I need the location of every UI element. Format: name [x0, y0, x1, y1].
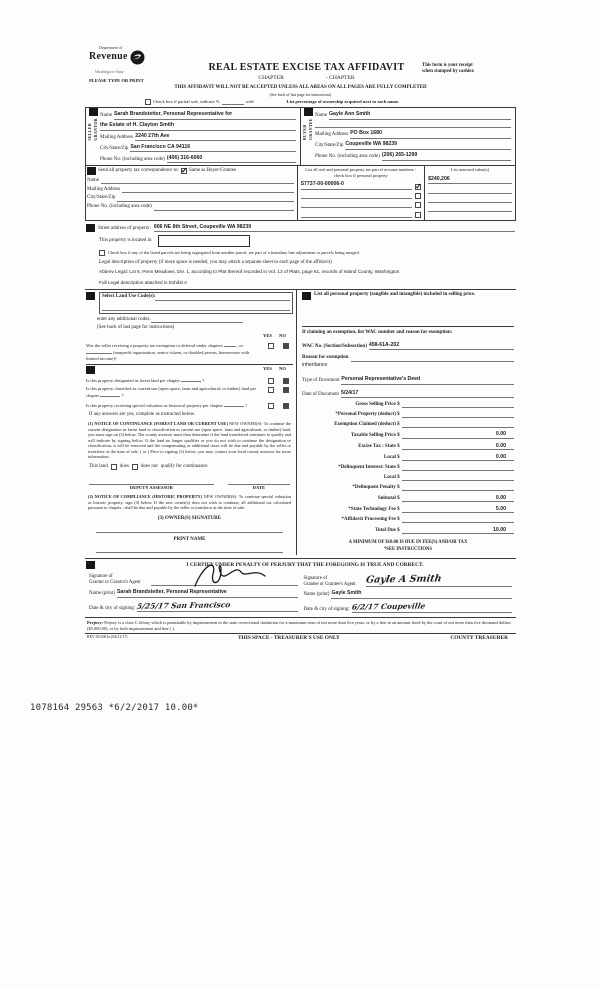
compliance-body: NEW OWNER(S): To continue special valuation as historic property, sign (3) below. If the new owner(s) does not wish to continue, all additional tax calculated pursuant to chapter , shall be due and payable by the seller or transferor at the time of sale. [88, 494, 291, 511]
perjury-lead: Perjury: [87, 619, 104, 625]
section-marker-correspondence [87, 167, 96, 175]
receipt-note-line1: This form is your receipt [422, 63, 473, 68]
county-treasurer-label: COUNTY TREASURER [450, 635, 508, 642]
parcel-field-1[interactable]: S7737-00-00006-0 [301, 181, 413, 190]
see-instructions-note: *SEE INSTRUCTIONS [383, 546, 433, 552]
seller-side-label: SELLER [88, 122, 93, 141]
ownership-note: List percentage of ownership acquired next to each name. [286, 98, 400, 104]
buyer-address-field[interactable]: PO Box 1680 [350, 130, 511, 139]
forest-yes-checkbox[interactable] [268, 378, 274, 384]
parcel-2-personal-checkbox[interactable] [415, 193, 421, 199]
doc-date-label: Date of Document [302, 391, 339, 397]
form-rev-number: REV 84 0001a (04/21/17) [87, 635, 128, 640]
grantee-side-label: GRANTEE [308, 117, 313, 140]
personal-property-deduct-field[interactable] [402, 412, 514, 418]
parcel-field-4[interactable] [301, 212, 413, 218]
exemption-claimed-field[interactable] [402, 422, 514, 428]
grantee-signature-value: Gayle A Smith [364, 573, 442, 586]
buyer-city-field[interactable]: Coupeville WA 98239 [345, 141, 511, 150]
grantor-side-label: GRANTOR [93, 117, 98, 141]
seller-address-label: Mailing Address [100, 134, 134, 140]
continuance-title: (1) NOTICE OF CONTINUANCE (FOREST LAND OR CURRENT USE) [88, 421, 228, 427]
section-marker-land-use [86, 292, 95, 300]
grantor-signature-line[interactable] [151, 580, 298, 586]
section-marker-buyer [304, 108, 313, 116]
deferral-chapter-field-2[interactable] [86, 349, 112, 354]
grantee-sig-label-1: Signature of [303, 575, 328, 581]
street-address-label: Street address of property: [98, 225, 151, 231]
buyer-side-label: BUYER [303, 124, 308, 140]
continuance-body: NEW OWNER(S): To continue the current designation as forest land or classification as current use (open space, farm and agricultural, or timber) land, you must sign on (3) below. The county assessor must then determine if the land transferred continues to qualify and will indicate by signing below. If the land no longer qualifies or you do not wish to continue the designation or classification, it will be removed and the compensating or additional taxes will be due and payable by the seller or transferor at the time of sale. ( or ) Prior to signing (3) below, you may contact your local county assessor for more information. [88, 421, 292, 460]
partial-sale-sold-label: sold. [245, 98, 255, 104]
qualify-label: qualify for continuance. [160, 463, 209, 469]
affidavit-processing-fee-field[interactable] [402, 517, 514, 523]
deferral-yes-header: YES [263, 333, 272, 339]
excise-tax-local-label: Local $ [383, 454, 400, 460]
same-as-buyer-checkbox[interactable] [181, 168, 187, 174]
located-in-label: This property is located in [99, 237, 152, 243]
historic-no-checkbox[interactable] [283, 403, 289, 409]
land-use-select-label: Select Land Use Code(s): [102, 294, 156, 300]
current-use-no-checkbox[interactable] [283, 387, 289, 393]
corr-name-field[interactable] [101, 178, 294, 184]
delinquent-interest-local-field[interactable] [402, 475, 514, 481]
parcel-1-personal-checkbox[interactable] [415, 184, 421, 190]
parcel-field-2[interactable] [301, 193, 413, 199]
seller-name-field[interactable]: Sarah Brandstetter, Personal Representative for [114, 111, 296, 120]
deferral-yes-checkbox[interactable] [268, 343, 274, 349]
deferral-question-part1: Was the seller receiving a property tax exemption or deferral under chapters [86, 342, 223, 348]
section-marker-seller [89, 108, 98, 116]
assessed-field-2[interactable] [428, 188, 512, 194]
grantee-date-city-label: Date & city of signing: [303, 606, 350, 612]
delinquent-interest-state-field[interactable] [402, 465, 514, 471]
historic-yes-checkbox[interactable] [268, 403, 274, 409]
does-label: does [119, 463, 129, 469]
chapter-left: CHAPTER [258, 75, 284, 81]
see-back-note: (See back of last page for instructions) [269, 91, 332, 97]
grantee-signing-block [301, 571, 516, 613]
seller-phone-field[interactable]: (406) 316-6060 [167, 155, 296, 164]
deferral-no-checkbox[interactable] [283, 343, 289, 349]
located-in-field[interactable] [158, 235, 250, 247]
seller-grantor-block [86, 108, 300, 165]
section-marker-property [86, 224, 95, 232]
state-technology-fee-field[interactable]: 5.00 [402, 506, 514, 514]
revenue-wordmark: Revenue [89, 51, 128, 63]
parcel-numbers-header: List all real and personal property tax parcel account numbers - check box if personal property [305, 167, 417, 178]
seller-phone-label: Phone No. (including area code) [100, 156, 165, 162]
historic-question: Is this property receiving special valuation as historical property per chapter [86, 402, 223, 408]
personal-property-note: List all personal property (tangible and intangible) included in selling price. [314, 292, 476, 298]
classification-no-header: NO [279, 366, 286, 372]
exemption-claim-header: If claiming an exemption, list WAC number and reason for exemption: [302, 326, 514, 337]
certification-section [85, 558, 516, 615]
corr-phone-field[interactable] [154, 205, 294, 211]
grantor-name-print-label: Name (print) [89, 591, 115, 597]
land-use-code-field[interactable] [155, 295, 290, 301]
corr-city-field[interactable] [117, 196, 293, 202]
grantee-name-print-field[interactable]: Gayle Smith [331, 590, 512, 599]
excise-tax-state-field[interactable]: 0.00 [402, 443, 514, 451]
this-land-label: This land [89, 463, 108, 469]
dor-logo [85, 45, 191, 84]
please-type-label: PLEASE TYPE OR PRINT [89, 78, 144, 84]
grantee-sig-label-2: Grantee or Grantee's Agent [303, 581, 356, 587]
taxable-selling-price-field[interactable]: 0.00 [402, 431, 514, 439]
send-correspondence-label: Send all property tax correspondence to: [98, 168, 179, 173]
assessed-field-3[interactable] [428, 197, 512, 203]
washington-state-label: Washington State [95, 68, 125, 74]
forest-land-question: Is this property designated as forest land per chapter [86, 377, 180, 383]
assessed-field-4[interactable] [428, 206, 512, 212]
current-use-question: Is this property classified as current use (open space, farm and agricultural, or timber) land per chapter [86, 386, 257, 399]
historic-chapter-field[interactable] [224, 402, 244, 407]
total-due-field[interactable]: 10.00 [402, 527, 514, 535]
buyer-name-field-2[interactable] [315, 122, 511, 128]
exemption-reason-value: inheritance [302, 361, 328, 368]
exemption-reason-label: Reason for exemption [302, 355, 349, 361]
owner-signature-line[interactable] [96, 532, 283, 533]
seller-address-field[interactable]: 2240 27th Ave [135, 133, 296, 142]
print-name-line[interactable] [96, 552, 283, 553]
reet-affidavit-form [85, 45, 516, 642]
deferral-question-part2: , or [236, 342, 243, 348]
cashier-stamp-line: 1078164 29563 *6/2/2017 10.00* [30, 703, 199, 713]
segregated-checkbox[interactable] [99, 250, 105, 256]
exemption-reason-field[interactable] [351, 356, 514, 362]
partial-sale-checkbox[interactable] [145, 99, 151, 105]
deferral-chapter-field-1[interactable] [224, 342, 236, 347]
assessed-field-1[interactable]: $240,206 [428, 176, 512, 185]
partial-sale-percent-field[interactable] [222, 100, 244, 105]
seller-city-label: City/State/Zip [100, 145, 129, 151]
corr-city-label: City/State/Zip [87, 195, 116, 201]
state-technology-fee-label: *State Technology Fee $ [348, 506, 400, 512]
partial-sale-label: Check box if partial sale, indicate % [153, 98, 220, 104]
exemption-claimed-label: Exemption Claimed (deduct) $ [334, 421, 400, 427]
buyer-city-label: City/State/Zip [315, 143, 344, 149]
forest-no-checkbox[interactable] [283, 378, 289, 384]
deferral-question-part3: (nonprofit organization, senior citizen, or disabled person, homeowner with limited income)? [86, 349, 250, 361]
buyer-phone-label: Phone No. (including area code) [315, 154, 380, 160]
seller-name-field-2[interactable]: the Estate of H. Clayton Smith [100, 122, 296, 131]
assessed-values-header: List assessed value(s) [451, 167, 490, 173]
corr-phone-label: Phone No. (including area code) [87, 204, 152, 210]
answers-yes-note: If any answers are yes, complete as instructed below. [89, 411, 196, 417]
assessor-date-label: DATE [252, 485, 266, 491]
delinquent-penalty-label: *Delinquent Penalty $ [352, 484, 400, 490]
q1-mark: ? [202, 377, 205, 383]
legal-description-label: Legal description of property (if more space is needed, you may attach a separate sheet to each page of the affidavit) [99, 259, 332, 265]
doc-type-field[interactable]: Personal Representative's Deed [341, 376, 514, 385]
additional-codes-field[interactable] [151, 317, 243, 323]
grantor-sig-label-2: Grantor or Grantor's Agent [89, 580, 141, 586]
taxable-selling-price-label: Taxable Selling Price $ [351, 432, 400, 438]
land-does-checkbox[interactable] [111, 464, 117, 470]
minimum-due-note: A MINIMUM OF $10.00 IS DUE IN FEE(S) AND/OR TAX [348, 540, 468, 546]
dept-of-label: Department of [99, 45, 123, 50]
segregated-note: Check box if any of the listed parcels are being segregated from another parcel, are part of a boundary line adjustment or parcels being merged. [108, 250, 360, 255]
buyer-phone-field[interactable]: (206) 265-1299 [382, 152, 511, 161]
buyer-name-field[interactable]: Gayle Ann Smith [329, 111, 511, 120]
wac-number-label: WAC No. (Section/Subsection) [302, 343, 367, 349]
parcel-4-personal-checkbox[interactable] [415, 212, 421, 218]
current-use-yes-checkbox[interactable] [268, 387, 274, 393]
section-marker-certification [86, 561, 95, 569]
main-two-column-section [85, 289, 516, 555]
land-use-see-back-note: (See back of last page for instructions) [97, 324, 175, 330]
forest-chapter-field[interactable] [181, 377, 201, 382]
grantee-name-print-label: Name (print) [303, 592, 330, 598]
gross-selling-price-label: Gross Selling Price $ [355, 401, 400, 407]
total-due-label: Total Due $ [375, 527, 400, 533]
buyer-address-label: Mailing Address [315, 132, 349, 138]
property-section [85, 221, 516, 290]
grantor-signing-block [86, 571, 301, 613]
receipt-note-line2: when stamped by cashier. [422, 69, 475, 75]
section-marker-classification [86, 366, 95, 374]
section-marker-personal-property [302, 292, 311, 300]
abbrev-legal-value: Abbrev Legal: Lot 6, Penn Meadows, Div. 1, according to Plat thereof recorded in Vol. 13 of Plats, page 61, records of Island County, Washington [99, 269, 400, 274]
chapter-right: - CHAPTER [325, 75, 355, 81]
excise-tax-local-field[interactable]: 0.00 [402, 454, 514, 462]
seller-name-label: Name [100, 113, 112, 119]
subtotal-field[interactable]: 0.00 [402, 495, 514, 503]
owner-signature-label: (3) OWNER(S) SIGNATURE [157, 516, 222, 521]
grantee-signature-line[interactable] [366, 574, 513, 587]
street-address-field[interactable]: 606 NE 8th Street, Coupeville WA 98239 [154, 224, 515, 233]
subtotal-label: Subtotal $ [377, 495, 400, 501]
doc-type-label: Type of Document [302, 378, 340, 384]
compliance-title: (2) NOTICE OF COMPLIANCE (HISTORIC PROPERTY) [88, 494, 203, 500]
affidavit-processing-fee-label: *Affidavit Processing Fee $ [341, 516, 400, 522]
grantor-date-city-field[interactable]: 5/25/17 San Francisco [137, 601, 297, 613]
deferral-no-header: NO [279, 333, 286, 339]
buyer-name-label: Name [315, 113, 327, 119]
does-not-label: does not [140, 463, 158, 469]
grantee-date-city-field[interactable]: 6/2/17 Coupeville [352, 602, 512, 614]
fee-table [302, 402, 514, 535]
grantor-date-city-label: Date & city of signing: [89, 605, 136, 611]
land-does-not-checkbox[interactable] [132, 464, 138, 470]
excise-tax-state-label: Excise Tax : State $ [358, 443, 400, 449]
corr-address-label: Mailing Address [87, 186, 121, 192]
q2-mark: ? [121, 393, 124, 399]
full-legal-value: Full Legal description attached in Exhibit A [99, 279, 188, 285]
wac-number-field[interactable]: 458-61A-202 [369, 342, 514, 351]
form-title: REAL ESTATE EXCISE TAX AFFIDAVIT [208, 62, 405, 73]
corr-name-label: Name [87, 177, 99, 183]
q3-mark: ? [245, 402, 248, 408]
parcel-3-personal-checkbox[interactable] [415, 202, 421, 208]
personal-property-deduct-label: *Personal Property (deduct) $ [335, 411, 400, 417]
perjury-body: Perjury is a class C felony which is punishable by imprisonment in the state correctional institution for a maximum term of not more than five years, or by a fine in an amount fixed by the court of not more than five thousand dollars ($5,000.00), or by both imprisonment and fine ( ). [87, 619, 511, 631]
delinquent-penalty-field[interactable] [402, 485, 514, 491]
same-as-buyer-label: Same as Buyer/Grantee [188, 168, 237, 173]
parcel-field-3[interactable] [301, 202, 413, 208]
corr-address-field[interactable] [122, 187, 293, 193]
delinquent-interest-state-label: *Delinquent Interest: State $ [338, 464, 400, 470]
buyer-grantee-block [300, 108, 515, 165]
current-use-chapter-field[interactable] [100, 392, 120, 397]
tax-correspondence-section [85, 166, 516, 220]
seller-city-field[interactable]: San Francisco CA 94116 [130, 144, 296, 153]
grantor-sig-label-1: Signature of [89, 574, 113, 580]
gross-selling-price-field[interactable] [402, 402, 514, 408]
classification-yes-header: YES [263, 366, 272, 372]
print-name-label: PRINT NAME [173, 536, 206, 542]
grantor-name-print-field[interactable]: Sarah Brandstetter, Personal Representative [117, 589, 298, 598]
deputy-assessor-label: DEPUTY ASSESSOR [129, 485, 173, 491]
delinquent-interest-local-label: Local $ [383, 474, 400, 480]
certify-statement: I CERTIFY UNDER PENALTY OF PERJURY THAT THE FOREGOING IS TRUE AND CORRECT. [186, 561, 424, 568]
land-use-code-field-2[interactable] [102, 305, 290, 311]
acceptance-warning: THIS AFFIDAVIT WILL NOT BE ACCEPTED UNLESS ALL AREAS ON ALL PAGES ARE FULLY COMPLETED [174, 85, 427, 91]
parties-section [85, 107, 516, 166]
doc-date-field[interactable]: 5/24/17 [341, 390, 514, 399]
dor-swirl-icon [130, 50, 145, 69]
form-header [85, 45, 516, 84]
treasurer-space-label: THIS SPACE - TREASURER'S USE ONLY [237, 635, 340, 642]
additional-codes-label: enter any additional codes: [97, 316, 151, 322]
